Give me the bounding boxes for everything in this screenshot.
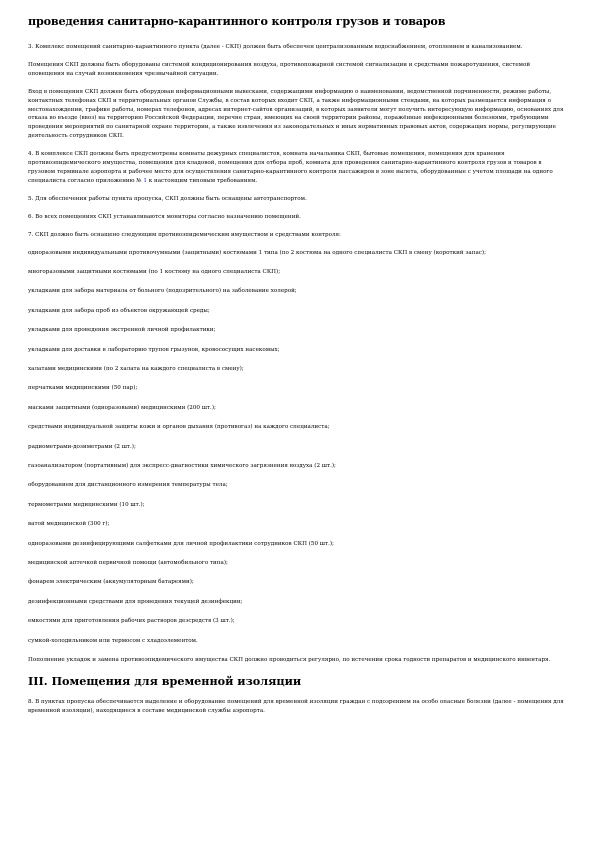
heading-top: проведения санитарно-карантинного контроля грузов и товаров <box>28 14 446 28</box>
list-item: дезинфекционными средствами для проведения текущей дезинфекции; <box>28 598 243 605</box>
equipment-list <box>28 249 568 646</box>
list-item: халатами медицинскими (по 2 халата на каждого специалиста в смену); <box>28 365 244 372</box>
paragraph-6: 6. Во всех помещениях СКП устанавливаются мониторы согласно назначению помещений. <box>28 213 301 220</box>
paragraph-8: 8. В пунктах пропуска обеспечивается выделение и оборудование помещений для временной изоляции граждан с подозрением на особо опасные болезни (далее - помещения для временной изоляции), находящиеся в составе медицинской службы аэропорта. <box>28 698 564 714</box>
list-item: одноразовыми индивидуальными противочумными (защитными) костюмами 1 типа (по 2 костюма на одного специалиста СКП в смену (короткий запас); <box>28 249 486 256</box>
list-item: укладками для проведения экстренной личной профилактики; <box>28 327 216 334</box>
list-item: радиометрами-дозиметрами (2 шт.); <box>28 443 136 450</box>
document-page <box>28 14 568 725</box>
list-item: укладками для забора материала от больного (подозрительного) на заболевание холерой; <box>28 288 297 295</box>
list-item: средствами индивидуальной защиты кожи и органов дыхания (противогаз) на каждого специалиста; <box>28 424 330 431</box>
paragraph-renewal: Пополнение укладок и замена противоэпидемического имущества СКП должно проводиться регулярно, по истечении срока годности препаратов и медицинского инвентаря. <box>28 657 551 664</box>
list-item: ватой медицинской (300 г); <box>28 521 110 528</box>
list-item: медицинской аптечкой первичной помощи (автомобильного типа); <box>28 560 228 566</box>
list-item: газоанализатором (портативным) для экспресс-диагностики химического загрязнения воздуха (2 шт.); <box>28 462 336 469</box>
paragraph-entrance: Вход в помещения СКП должен быть оборудован информационными вывесками, содержащими информацию о наименовании, ведомственной подчиненности, режиме работы, контактных телефонах СКП и территориальных органов Службы, в состав которых входит СКП, а также информационными стендами, на которых размещается информация о местонахождении, графике работы, номерах телефонов, адресах интернет-сайтов организаций, в которых заявители могут получить интересующую информацию, основаниях для отказа во въезде (ввоз) на территорию Российской Федерации, перечне стран, имеющих на своей территории районы, поражённые инфекционными болезнями, требующими проведения мероприятий по санитарной охране территории, а также извлечения из законодательных и иных нормативных правовых актов, содержащих нормы, регулирующие деятельность сотрудников СКП. <box>28 88 564 140</box>
paragraph-4 <box>28 150 568 186</box>
list-item: термометрами медицинскими (10 шт.); <box>28 501 145 508</box>
list-item: фонарем электрическим (аккумуляторным батареями); <box>28 579 194 586</box>
list-item: одноразовыми дезинфицирующими салфетками для личной профилактики сотрудников СКП (50 шт.); <box>28 540 334 547</box>
list-item: оборудованием для дистанционного измерения температуры тела; <box>28 482 228 489</box>
paragraph-ventilation: Помещения СКП должны быть оборудованы системой кондиционирования воздуха, противопожарной системой сигнализации и средствами пожаротушения, системой оповещения на случай возникновения чрезвычайной ситуации. <box>28 61 531 77</box>
list-item: укладками для доставки в лабораторию трупов грызунов, кровососущих насекомых; <box>28 346 280 353</box>
appendix-1-link[interactable]: 1 <box>143 177 147 184</box>
paragraph-7: 7. СКП должно быть оснащено следующим противоэпидемическим имуществом и средствами контроля: <box>28 231 341 238</box>
list-item: укладками для забора проб из объектов окружающей среды; <box>28 307 210 314</box>
list-item: масками защитными (одноразовыми) медицинскими (200 шт.); <box>28 404 216 411</box>
paragraph-3: 3. Комплекс помещений санитарно-карантинного пункта (далее - СКП) должен быть обеспечен централизованным водоснабжением, отоплением и канализованием. <box>28 44 523 50</box>
paragraph-5: 5. Для обеспечения работы пункта пропуска, СКП должны быть оснащены автотранспортом. <box>28 195 307 202</box>
section-3-title: III. Помещения для временной изоляции <box>28 673 302 688</box>
paragraph-4-text-b: к настоящим типовым требованиям. <box>148 177 258 184</box>
paragraph-4-text-a: 4. В комплексе СКП должны быть предусмотрены комнаты дежурных специалистов, комната начальника СКП, бытовые помещения, помещения для хранения противоэпидемического имущества, помещения для кладовой, помещения для отбора проб, комната для проведения санитарно-карантинного контроля грузов и товаров в грузовом терминале аэропорта и рабочее место для осуществления санитарно-карантинного контроля пассажиров в зоне вылета, оборудованные с учетом площади на одного специалиста согласно приложению № <box>28 151 553 184</box>
list-item: перчатками медицинскими (50 пар); <box>28 385 138 392</box>
list-item: емкостями для приготовления рабочих растворов дезсредств (3 шт.); <box>28 618 235 625</box>
list-item: многоразовыми защитными костюмами (по 1 костюму на одного специалиста СКП); <box>28 268 281 275</box>
list-item: сумкой-холодильником или термосом с хладоэлементом. <box>28 637 198 644</box>
